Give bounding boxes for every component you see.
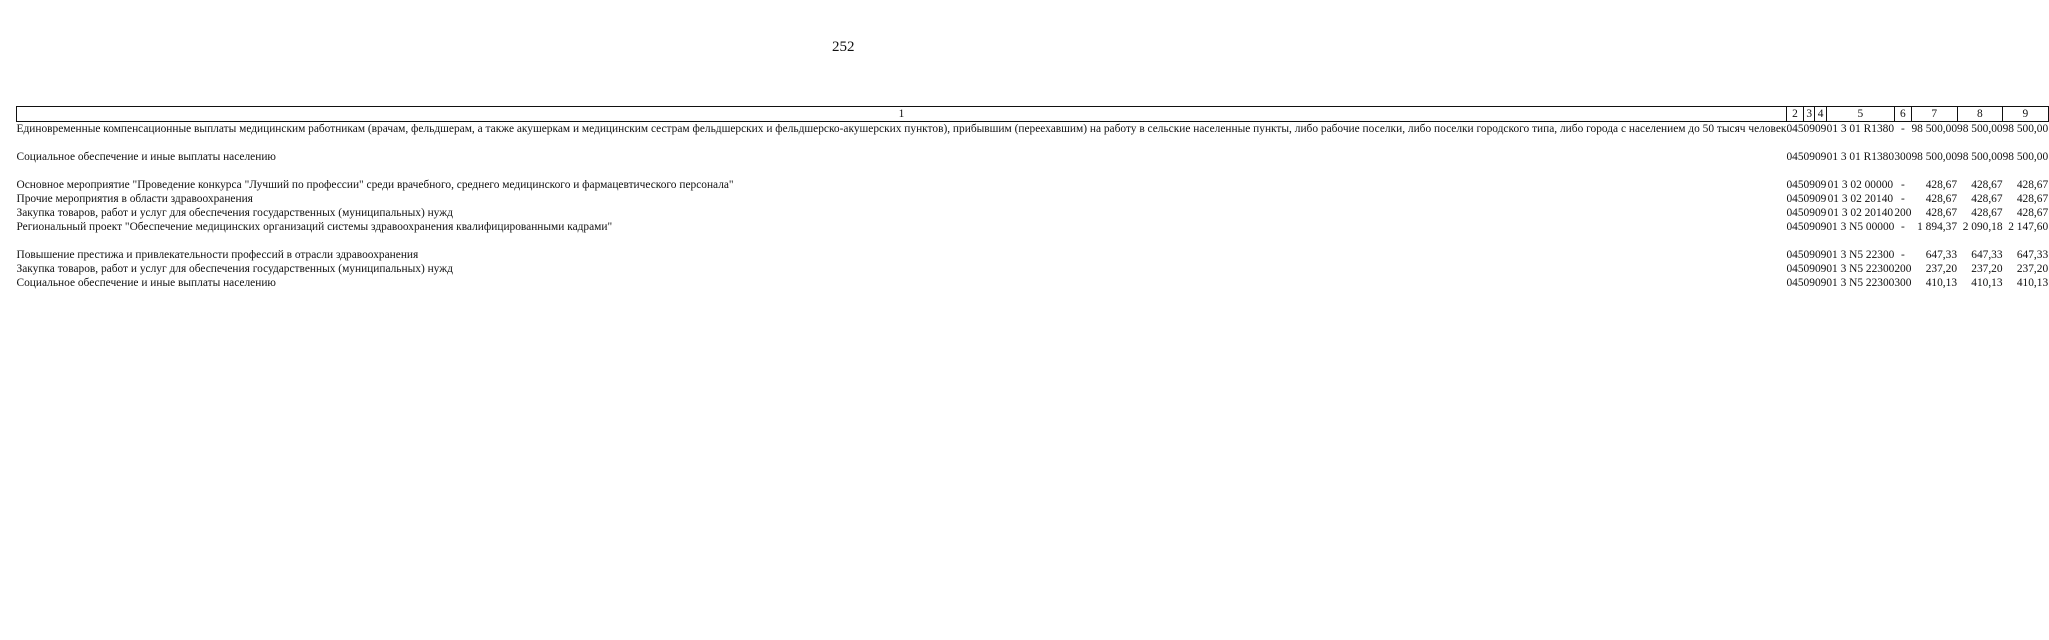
amount-col9: 98 500,00 bbox=[2002, 151, 2049, 163]
admin-code: 045 bbox=[1786, 221, 1804, 233]
target-article: 01 3 02 20140 bbox=[1827, 193, 1894, 205]
col-header-5: 5 bbox=[1826, 107, 1894, 122]
col-header-8: 8 bbox=[1957, 107, 2003, 122]
admin-code: 045 bbox=[1786, 249, 1804, 261]
amount-col9: 410,13 bbox=[2016, 277, 2049, 289]
amount-col8: 428,67 bbox=[1971, 179, 2003, 191]
expense-type: 300 bbox=[1894, 277, 1912, 289]
budget-table-body bbox=[17, 122, 2049, 291]
section-code: 09 bbox=[1803, 277, 1815, 289]
amount-col9: 2 147,60 bbox=[2008, 221, 2049, 233]
amount-col7: 98 500,00 bbox=[1911, 151, 1958, 163]
page-number: 252 bbox=[832, 39, 855, 55]
section-code: 09 bbox=[1803, 207, 1815, 219]
expense-type: - bbox=[1901, 123, 1905, 135]
target-article: 01 3 N5 00000 bbox=[1826, 221, 1895, 233]
col-header-2: 2 bbox=[1786, 107, 1803, 122]
amount-col7: 428,67 bbox=[1925, 193, 1958, 205]
subsection-code: 09 bbox=[1814, 221, 1827, 233]
table-row bbox=[17, 220, 2049, 234]
admin-code: 045 bbox=[1786, 151, 1804, 163]
col-header-1: 1 bbox=[17, 107, 1787, 122]
table-row bbox=[17, 248, 2049, 262]
table-row bbox=[17, 276, 2049, 290]
subsection-code: 09 bbox=[1814, 179, 1827, 191]
row-name: Закупка товаров, работ и услуг для обеспечения государственных (муниципальных) нужд bbox=[16, 207, 453, 219]
amount-col8: 98 500,00 bbox=[1957, 151, 2003, 163]
amount-col7: 237,20 bbox=[1925, 263, 1958, 275]
spacer-cell bbox=[17, 234, 2049, 248]
target-article: 01 3 01 R1380 bbox=[1826, 123, 1895, 135]
subsection-code: 09 bbox=[1814, 193, 1827, 205]
amount-col9: 647,33 bbox=[2016, 249, 2049, 261]
admin-code: 045 bbox=[1786, 263, 1804, 275]
col-header-3: 3 bbox=[1804, 107, 1815, 122]
row-spacer bbox=[17, 234, 2049, 248]
admin-code: 045 bbox=[1786, 179, 1804, 191]
header-row bbox=[17, 107, 2049, 122]
spacer-cell bbox=[17, 136, 2049, 150]
target-article: 01 3 01 R1380 bbox=[1826, 151, 1895, 163]
target-article: 01 3 02 00000 bbox=[1827, 179, 1894, 191]
expense-type: - bbox=[1901, 221, 1905, 233]
subsection-code: 09 bbox=[1814, 263, 1827, 275]
target-article: 01 3 N5 22300 bbox=[1826, 263, 1895, 275]
amount-col8: 428,67 bbox=[1971, 193, 2003, 205]
subsection-code: 09 bbox=[1814, 123, 1827, 135]
row-name: Социальное обеспечение и иные выплаты населению bbox=[16, 151, 276, 163]
table-row bbox=[17, 150, 2049, 164]
subsection-code: 09 bbox=[1814, 249, 1827, 261]
amount-col9: 98 500,00 bbox=[2002, 123, 2049, 135]
expense-type: - bbox=[1901, 249, 1905, 261]
table-row bbox=[17, 206, 2049, 220]
expense-type: - bbox=[1901, 179, 1905, 191]
target-article: 01 3 02 20140 bbox=[1827, 207, 1894, 219]
admin-code: 045 bbox=[1786, 193, 1804, 205]
subsection-code: 09 bbox=[1814, 277, 1827, 289]
row-name: Прочие мероприятия в области здравоохранения bbox=[16, 193, 253, 205]
amount-col8: 2 090,18 bbox=[1962, 221, 2003, 233]
expense-type: 200 bbox=[1894, 207, 1912, 219]
spacer-cell bbox=[17, 164, 2049, 178]
row-name: Основное мероприятие "Проведение конкурса "Лучший по профессии" среди врачебного, среднего медицинского и фармацевтического персонала" bbox=[16, 179, 734, 191]
amount-col9: 428,67 bbox=[2016, 179, 2049, 191]
row-name: Повышение престижа и привлекательности профессий в отрасли здравоохранения bbox=[16, 249, 419, 261]
expense-type: - bbox=[1901, 193, 1905, 205]
row-name: Единовременные компенсационные выплаты медицинским работникам (врачам, фельдшерам, а также акушеркам и медицинским сестрам фельдшерских и фельдшерско-акушерских пунктов), прибывшим (переехавшим) на работу в сельские населенные пункты, либо рабочие поселки, либо поселки городского типа, либо города с населением до 50 тысяч человек bbox=[16, 123, 1787, 135]
table-row bbox=[17, 178, 2049, 192]
section-code: 09 bbox=[1803, 151, 1815, 163]
section-code: 09 bbox=[1803, 249, 1815, 261]
amount-col8: 98 500,00 bbox=[1957, 123, 2003, 135]
amount-col7: 428,67 bbox=[1925, 179, 1958, 191]
section-code: 09 bbox=[1803, 179, 1815, 191]
table-row bbox=[17, 122, 2049, 137]
admin-code: 045 bbox=[1786, 123, 1804, 135]
amount-col7: 647,33 bbox=[1925, 249, 1958, 261]
admin-code: 045 bbox=[1786, 277, 1804, 289]
row-name: Закупка товаров, работ и услуг для обеспечения государственных (муниципальных) нужд bbox=[16, 263, 453, 275]
row-spacer bbox=[17, 136, 2049, 150]
table-row bbox=[17, 192, 2049, 206]
col-header-7: 7 bbox=[1911, 107, 1957, 122]
amount-col7: 1 894,37 bbox=[1917, 221, 1958, 233]
amount-col8: 237,20 bbox=[1971, 263, 2003, 275]
amount-col8: 647,33 bbox=[1971, 249, 2003, 261]
amount-col8: 410,13 bbox=[1971, 277, 2003, 289]
section-code: 09 bbox=[1803, 221, 1815, 233]
amount-col7: 410,13 bbox=[1925, 277, 1958, 289]
row-name: Социальное обеспечение и иные выплаты населению bbox=[16, 277, 276, 289]
amount-col9: 428,67 bbox=[2016, 207, 2049, 219]
amount-col9: 428,67 bbox=[2016, 193, 2049, 205]
budget-table bbox=[16, 106, 2049, 290]
amount-col7: 428,67 bbox=[1925, 207, 1958, 219]
table-row bbox=[17, 262, 2049, 276]
row-spacer bbox=[17, 164, 2049, 178]
amount-col9: 237,20 bbox=[2016, 263, 2049, 275]
col-header-4: 4 bbox=[1815, 107, 1826, 122]
amount-col8: 428,67 bbox=[1971, 207, 2003, 219]
row-name: Региональный проект "Обеспечение медицинских организаций системы здравоохранения квалифицированными кадрами" bbox=[16, 221, 613, 233]
expense-type: 200 bbox=[1894, 263, 1912, 275]
section-code: 09 bbox=[1803, 123, 1815, 135]
target-article: 01 3 N5 22300 bbox=[1826, 249, 1895, 261]
subsection-code: 09 bbox=[1814, 207, 1827, 219]
col-header-9: 9 bbox=[2003, 107, 2049, 122]
amount-col7: 98 500,00 bbox=[1911, 123, 1958, 135]
target-article: 01 3 N5 22300 bbox=[1826, 277, 1895, 289]
subsection-code: 09 bbox=[1814, 151, 1827, 163]
admin-code: 045 bbox=[1786, 207, 1804, 219]
expense-type: 300 bbox=[1894, 151, 1912, 163]
section-code: 09 bbox=[1803, 263, 1815, 275]
col-header-6: 6 bbox=[1894, 107, 1911, 122]
section-code: 09 bbox=[1803, 193, 1815, 205]
